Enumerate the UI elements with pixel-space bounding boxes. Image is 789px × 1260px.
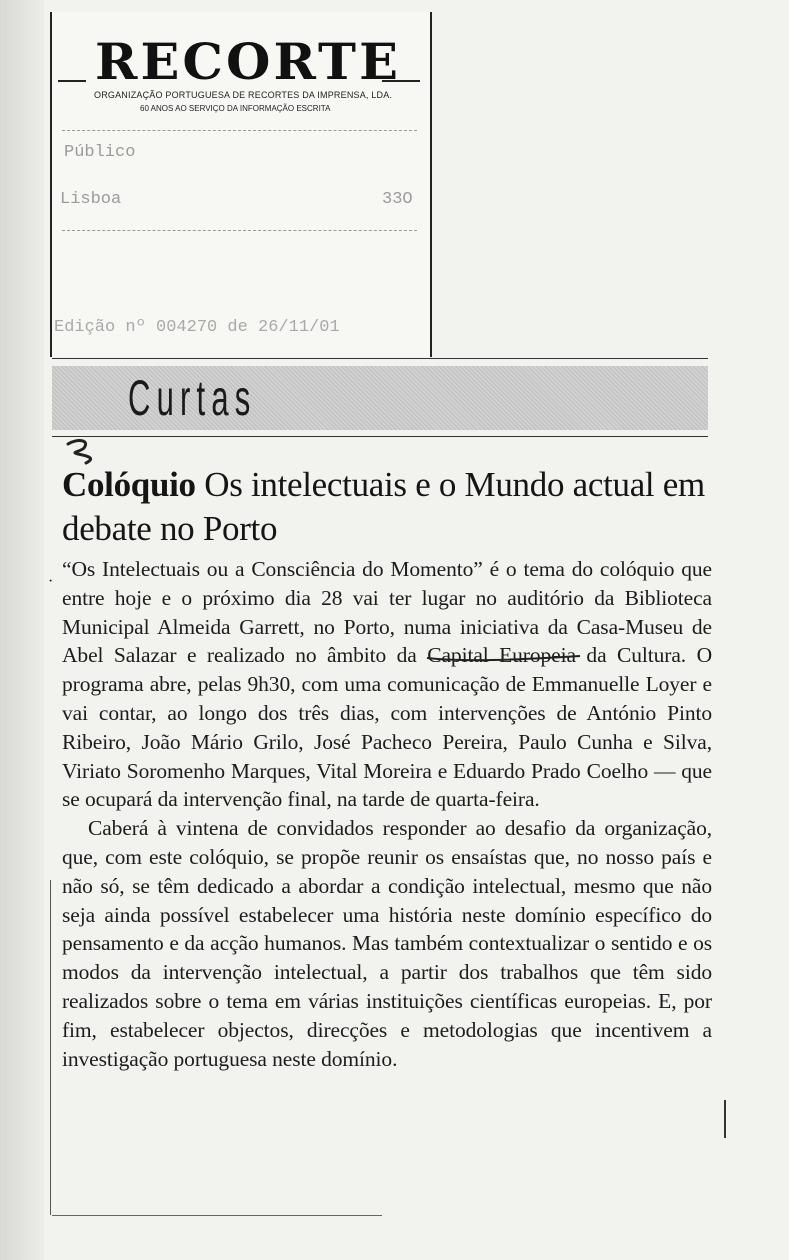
headline-text: Os intelectuais e o Mundo actual em debate no Porto xyxy=(62,465,705,548)
body-paragraph-1: “Os Intelectuais ou a Consciência do Momento” é o tema do colóquio que entre hoje e o próximo dia 28 vai ter lugar no auditório da Biblioteca Municipal Almeida Garrett, no Porto, numa iniciativa da Casa-Museu de Abel Salazar e realizado no âmbito da Capital Europeia da Cultura. O programa abre, pelas 9h30, com uma comunicação de Emmanuelle Loyer e vai contar, ao longo dos três dias, com intervenções de António Pinto Ribeiro, João Mário Grilo, José Pacheco Pereira, Paulo Cunha e Silva, Viriato Soromenho Marques, Vital Moreira e Eduardo Prado Coelho — que se ocupará da intervenção final, na tarde de quarta-feira. xyxy=(62,557,712,812)
clipping-cut-edge xyxy=(50,880,51,1215)
banner-rule-bottom xyxy=(52,436,708,437)
section-title: Curtas xyxy=(128,370,257,426)
label-divider-top xyxy=(62,130,417,131)
article-headline xyxy=(62,463,712,551)
label-divider-bottom xyxy=(62,230,417,231)
organization-name: ORGANIZAÇÃO PORTUGUESA DE RECORTES DA IMPRENSA, LDA. xyxy=(94,90,393,100)
handwritten-mark-icon xyxy=(62,436,106,466)
banner-rule-top xyxy=(52,358,708,359)
scan-edge-shadow xyxy=(0,0,44,1260)
handwritten-underline-icon xyxy=(425,650,583,664)
edition-stamp: Edição nº 004270 de 26/11/01 xyxy=(54,318,340,337)
margin-mark xyxy=(724,1100,726,1138)
brand-logo: RECORTE xyxy=(95,32,402,91)
publication-city: Lisboa xyxy=(60,190,122,209)
headline-kicker: Colóquio xyxy=(62,465,196,504)
circulation-code: 33O xyxy=(382,190,413,209)
publication-name: Público xyxy=(64,143,136,162)
clipping-cut-bottom xyxy=(52,1215,382,1216)
label-rule-left xyxy=(58,80,86,82)
body-paragraph-2: Caberá à vintena de convidados responder ao desafio da organização, que, com este colóquio, se propõe reunir os ensaístas que, no nosso país e não só, se têm dedicado a abordar a condição intelectual, mesmo que não seja ainda possível estabelecer uma história neste domínio específico do pensamento e da acção humanos. Mas também contextualizar o sentido e os modos da intervenção intelectual, a partir dos trabalhos que têm sido realizados sobre o tema em várias instituições científicas europeias. E, por fim, estabelecer objectos, direcções e metodologias que incentivem a investigação portuguesa neste domínio. xyxy=(62,816,712,1071)
article-body xyxy=(62,555,712,1073)
margin-dot: · xyxy=(48,573,54,590)
organization-tagline: 60 ANOS AO SERVIÇO DA INFORMAÇÃO ESCRITA xyxy=(140,104,331,113)
